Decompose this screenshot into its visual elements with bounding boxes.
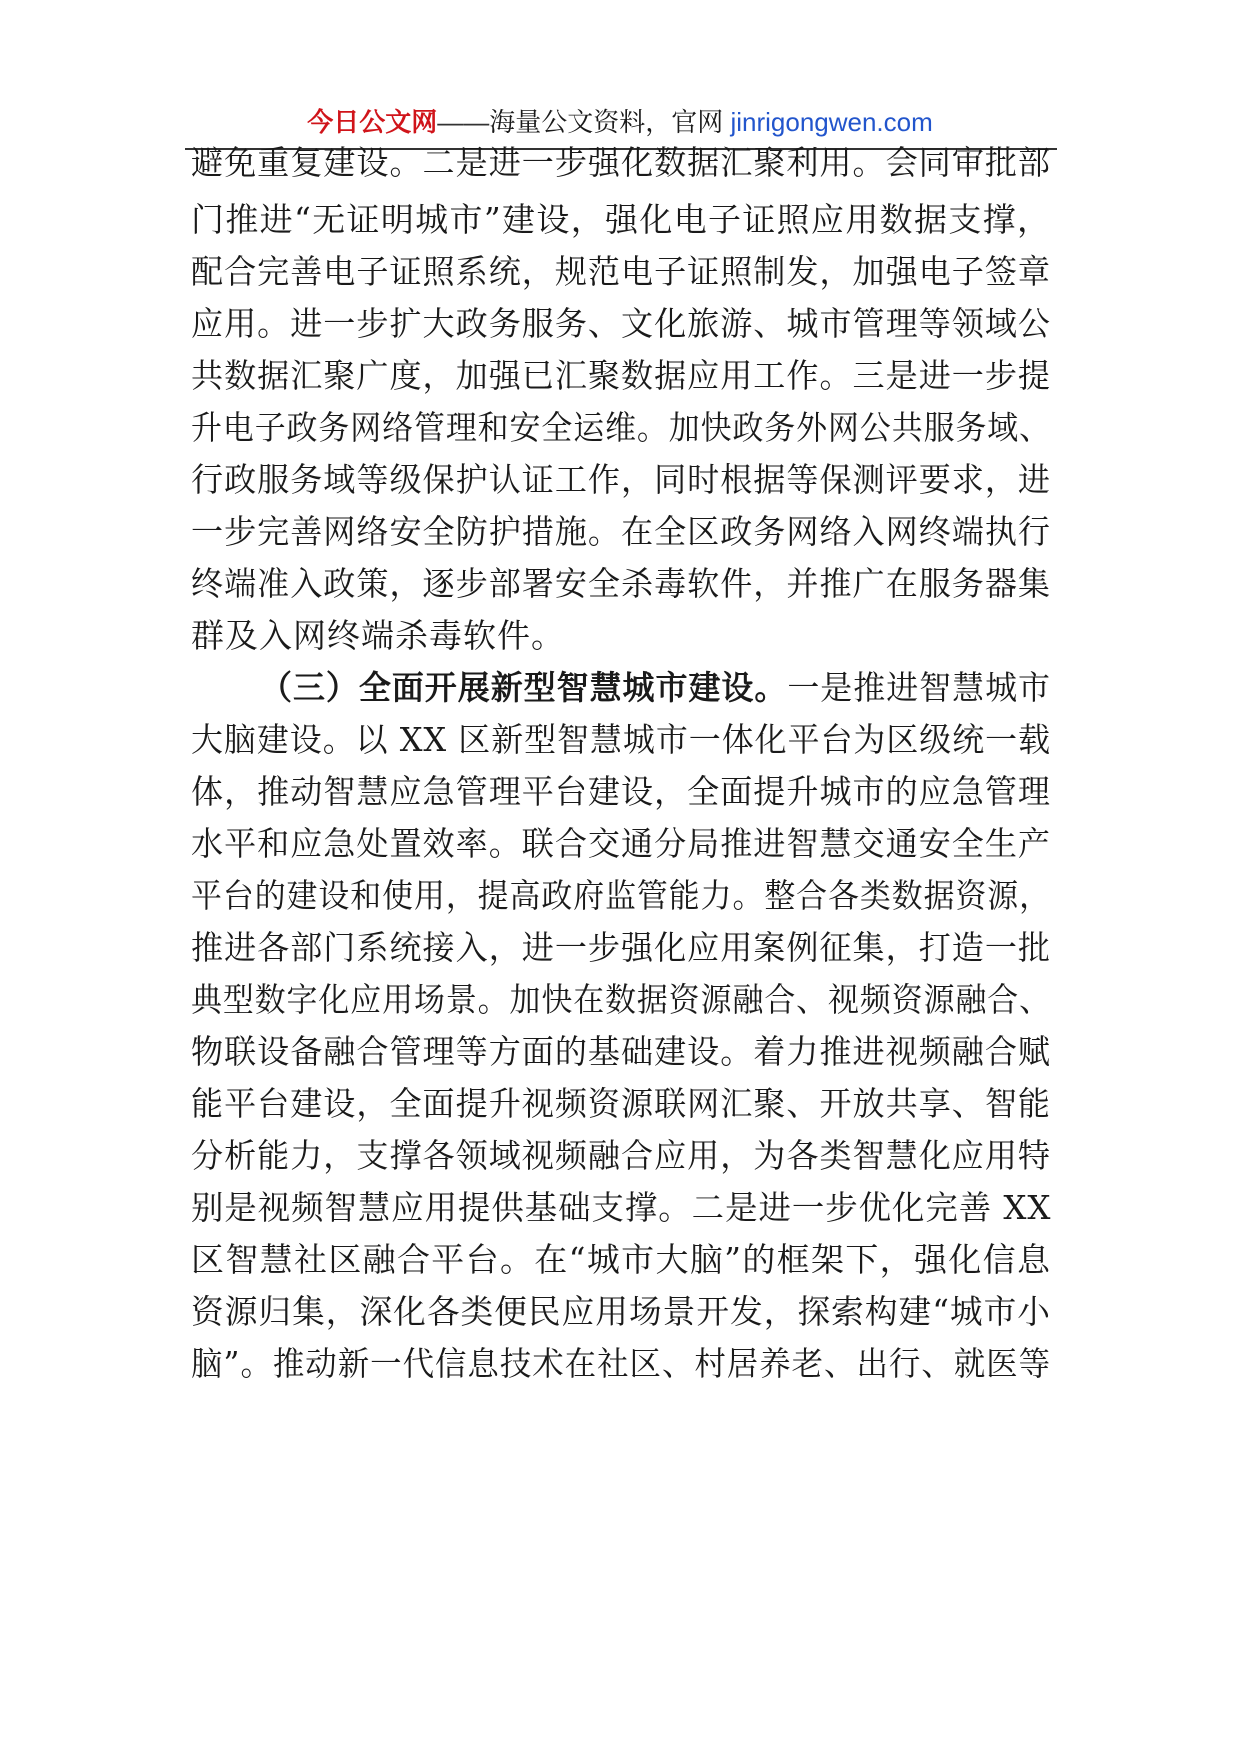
body-line: 平台的建设和使用，提高政府监管能力。整合各类数据资源， <box>191 876 1051 915</box>
body-line: 群及入网终端杀毒软件。 <box>191 616 565 655</box>
site-brand: 今日公文网 <box>307 107 438 137</box>
body-line: 水平和应急处置效率。联合交通分局推进智慧交通安全生产 <box>191 824 1051 863</box>
header-tagline: 海量公文资料，官网 <box>489 107 731 137</box>
section-heading: （三）全面开展新型智慧城市建设。 <box>260 668 788 707</box>
site-header <box>0 106 1240 138</box>
body-line: 避免重复建设。二是进一步强化数据汇聚利用。会同审批部 <box>191 143 1051 182</box>
body-line: 终端准入政策，逐步部署安全杀毒软件，并推广在服务器集 <box>191 564 1051 603</box>
body-line: 一步完善网络安全防护措施。在全区政务网络入网终端执行 <box>191 512 1051 551</box>
body-line: 区智慧社区融合平台。在“城市大脑”的框架下，强化信息 <box>191 1240 1051 1279</box>
body-line: 行政服务域等级保护认证工作，同时根据等保测评要求，进 <box>191 460 1051 499</box>
body-line: 应用。进一步扩大政务服务、文化旅游、城市管理等领域公 <box>191 304 1051 343</box>
body-line: 资源归集，深化各类便民应用场景开发，探索构建“城市小 <box>191 1292 1051 1331</box>
body-line: 大脑建设。以 XX 区新型智慧城市一体化平台为区级统一载 <box>191 720 1051 759</box>
body-line: 脑”。推动新一代信息技术在社区、村居养老、出行、就医等 <box>191 1344 1051 1383</box>
body-line: 物联设备融合管理等方面的基础建设。着力推进视频融合赋 <box>191 1032 1051 1071</box>
section-heading-rest: 一是推进智慧城市 <box>787 668 1051 707</box>
body-line: 推进各部门系统接入，进一步强化应用案例征集，打造一批 <box>191 928 1051 967</box>
body-line: 能平台建设，全面提升视频资源联网汇聚、开放共享、智能 <box>191 1084 1051 1123</box>
section-heading-line <box>260 668 1051 708</box>
site-url-link[interactable]: jinrigongwen.com <box>730 107 933 137</box>
body-line: 体，推动智慧应急管理平台建设，全面提升城市的应急管理 <box>191 772 1051 811</box>
header-separator: —— <box>437 107 490 137</box>
body-line: 升电子政务网络管理和安全运维。加快政务外网公共服务域、 <box>191 408 1051 447</box>
body-line: 共数据汇聚广度，加强已汇聚数据应用工作。三是进一步提 <box>191 356 1051 395</box>
body-line: 门推进“无证明城市”建设，强化电子证照应用数据支撑， <box>191 200 1051 239</box>
body-line: 分析能力，支撑各领域视频融合应用，为各类智慧化应用特 <box>191 1136 1051 1175</box>
body-line: 别是视频智慧应用提供基础支撑。二是进一步优化完善 XX <box>191 1188 1052 1227</box>
body-line: 配合完善电子证照系统，规范电子证照制发，加强电子签章 <box>191 252 1051 291</box>
body-line: 典型数字化应用场景。加快在数据资源融合、视频资源融合、 <box>191 980 1051 1019</box>
